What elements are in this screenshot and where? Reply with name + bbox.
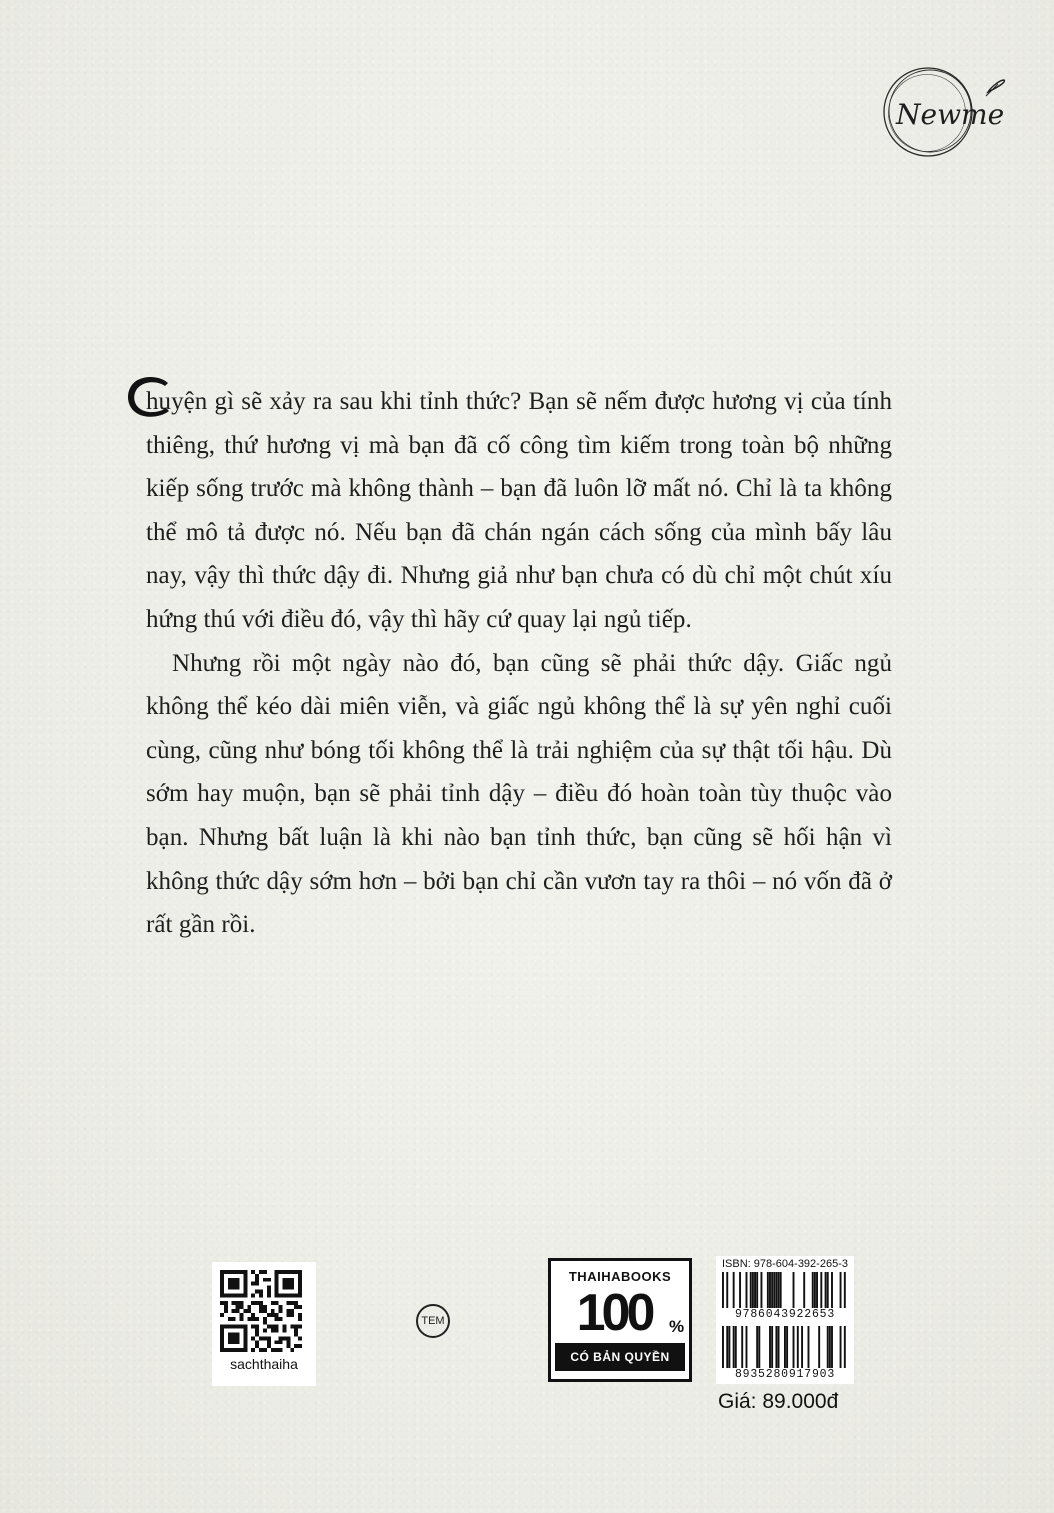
barcode-bar bbox=[827, 1326, 829, 1372]
barcode-bar bbox=[818, 1326, 820, 1372]
barcode-bar bbox=[769, 1326, 771, 1372]
barcode-bar bbox=[808, 1326, 810, 1372]
badge-number: 100 bbox=[576, 1284, 652, 1342]
badge-publisher: THAIHABOOKS bbox=[568, 1269, 672, 1284]
qr-label: sachthaiha bbox=[230, 1356, 298, 1372]
newme-logo bbox=[880, 62, 1010, 162]
barcode-bar bbox=[793, 1326, 795, 1372]
leaf-icon bbox=[986, 80, 1004, 96]
barcode-bar bbox=[722, 1326, 724, 1372]
barcode-bar bbox=[844, 1326, 846, 1372]
product-digits: 8935280917903 bbox=[716, 1368, 854, 1381]
barcode-bar bbox=[786, 1326, 788, 1372]
barcode-bar bbox=[758, 1326, 760, 1372]
barcode-bar bbox=[771, 1326, 773, 1372]
back-cover-text bbox=[146, 380, 892, 947]
barcode-bar bbox=[778, 1326, 780, 1372]
tem-stamp: TEM bbox=[416, 1304, 450, 1338]
barcode-bar bbox=[756, 1326, 758, 1372]
barcode-bar bbox=[831, 1326, 833, 1372]
barcode-bar bbox=[733, 1326, 735, 1372]
dropcap-letter bbox=[124, 374, 172, 420]
price: Giá: 89.000đ bbox=[718, 1390, 839, 1413]
barcode-bar bbox=[735, 1326, 737, 1372]
barcode-bar bbox=[746, 1326, 748, 1372]
barcode-bar bbox=[726, 1326, 728, 1372]
logo-wordmark: Newme bbox=[896, 98, 1005, 131]
product-barcode bbox=[720, 1326, 848, 1372]
barcode-bar bbox=[797, 1326, 799, 1372]
barcode-bar bbox=[829, 1326, 831, 1372]
paragraph-2: Nhưng rồi một ngày nào đó, bạn cũng sẽ phải thức dậy. Giấc ngủ không thể kéo dài miên viễn, và giấc ngủ không thể là sự yên nghỉ cuối cùng, cũng như bóng tối không thể là trải nghiệm của sự thật tối hậu. Dù sớm hay muộn, bạn sẽ phải tỉnh dậy – điều đó hoàn toàn tùy thuộc vào bạn. Nhưng bất luận là khi nào bạn tỉnh thức, bạn cũng sẽ hối hận vì không thức dậy sớm hơn – bởi bạn chỉ cần vươn tay ra thôi – nó vốn đã ở rất gần rồi. bbox=[146, 649, 892, 939]
qr-code-icon bbox=[220, 1270, 302, 1352]
paragraph-1-text: huyện gì sẽ xảy ra sau khi tỉnh thức? Bạn sẽ nếm được hương vị của tính thiêng, thứ hương vị mà bạn đã cố công tìm kiếm trong toàn bộ những kiếp sống trước mà không thành – bạn đã luôn lỡ mất nó. Chỉ là ta không thể mô tả được nó. Nếu bạn đã chán ngán cách sống của mình bấy lâu nay, vậy thì thức dậy đi. Nhưng giả như bạn chưa có dù chỉ một chút xíu hứng thú với điều đó, vậy thì hãy cứ quay lại ngủ tiếp. bbox=[146, 388, 892, 633]
isbn-digits: 9786043922653 bbox=[716, 1308, 854, 1321]
badge-percent: % bbox=[669, 1317, 685, 1336]
barcode-bar bbox=[741, 1326, 743, 1372]
barcode-bar bbox=[840, 1326, 842, 1372]
barcode-bar bbox=[784, 1326, 786, 1372]
barcode-bar bbox=[775, 1326, 777, 1372]
barcode-panel bbox=[716, 1256, 854, 1384]
badge-caption: CÓ BẢN QUYỀN bbox=[555, 1343, 685, 1371]
isbn-text: ISBN: 978-604-392-265-3 bbox=[722, 1258, 848, 1270]
paragraph-1 bbox=[146, 380, 892, 642]
copyright-badge bbox=[548, 1258, 692, 1382]
barcode-bar bbox=[728, 1326, 730, 1372]
qr-card bbox=[212, 1262, 316, 1386]
barcode-bar bbox=[801, 1326, 803, 1372]
